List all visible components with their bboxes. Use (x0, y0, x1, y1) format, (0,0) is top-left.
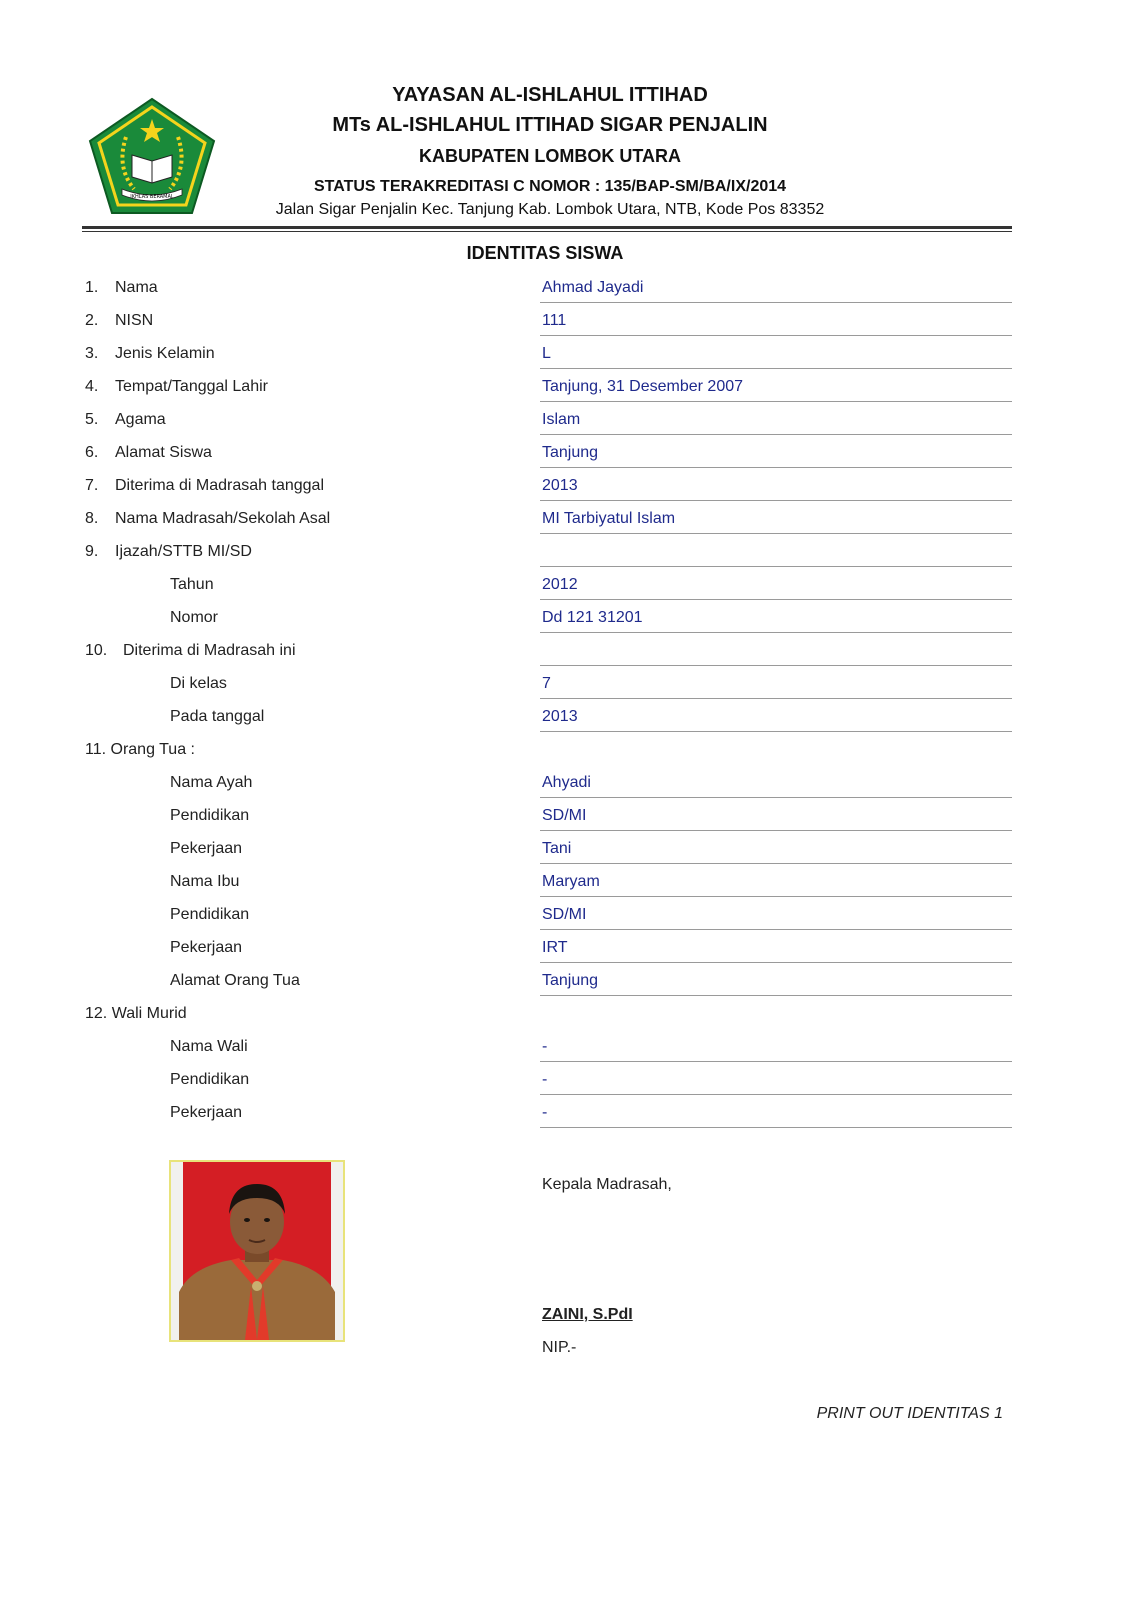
row-number: 10. (85, 642, 108, 659)
row-number: 11. Orang Tua : (85, 741, 195, 758)
row-value: 111 (542, 312, 567, 329)
row-value: Maryam (542, 873, 600, 890)
row-label: Pendidikan (170, 906, 250, 923)
identity-row (0, 600, 1130, 633)
header-divider-thick (82, 226, 1012, 229)
row-label: Pekerjaan (170, 939, 243, 956)
identity-row (0, 501, 1130, 534)
row-label: Nama (115, 279, 158, 296)
row-label: Pekerjaan (170, 840, 243, 857)
signature-title: Kepala Madrasah, (542, 1176, 672, 1193)
identity-row (0, 336, 1130, 369)
svg-text:IKHLAS BERAMAL: IKHLAS BERAMAL (130, 194, 174, 200)
identity-row (0, 633, 1130, 666)
identity-row (0, 1062, 1130, 1095)
row-number: 1. (85, 279, 99, 296)
kemenag-logo (86, 97, 218, 215)
identity-row (0, 831, 1130, 864)
row-value: SD/MI (542, 906, 587, 923)
identity-row (0, 732, 1130, 765)
identity-row (0, 765, 1130, 798)
row-value: Ahmad Jayadi (542, 279, 644, 296)
row-number: 5. (85, 411, 99, 428)
row-value: Dd 121 31201 (542, 609, 643, 626)
row-number: 4. (85, 378, 99, 395)
row-value: - (542, 1071, 548, 1088)
row-label: Tahun (170, 576, 214, 593)
row-value: Islam (542, 411, 581, 428)
row-number: 3. (85, 345, 99, 362)
row-value: 7 (542, 675, 551, 692)
student-photo (169, 1160, 345, 1342)
identity-row (0, 666, 1130, 699)
row-label: Ijazah/STTB MI/SD (115, 543, 252, 560)
row-value: Tanjung (542, 972, 599, 989)
row-label: Alamat Orang Tua (170, 972, 300, 989)
row-label: Diterima di Madrasah tanggal (115, 477, 324, 494)
value-underline (540, 1127, 1012, 1128)
signatory-nip: NIP.- (542, 1339, 577, 1356)
row-value: L (542, 345, 551, 362)
identity-row (0, 1095, 1130, 1128)
identity-row (0, 996, 1130, 1029)
row-label: Nama Ibu (170, 873, 240, 890)
identity-row (0, 1029, 1130, 1062)
row-value: 2013 (542, 477, 578, 494)
identity-row (0, 963, 1130, 996)
row-label: Nama Ayah (170, 774, 253, 791)
row-value: - (542, 1038, 548, 1055)
regency-name: KABUPATEN LOMBOK UTARA (419, 146, 681, 166)
page-title: IDENTITAS SISWA (466, 243, 624, 263)
row-value: SD/MI (542, 807, 587, 824)
row-label: NISN (115, 312, 154, 329)
school-address: Jalan Sigar Penjalin Kec. Tanjung Kab. Lombok Utara, NTB, Kode Pos 83352 (275, 201, 825, 218)
identity-row (0, 930, 1130, 963)
row-label: Tempat/Tanggal Lahir (115, 378, 268, 395)
row-label: Alamat Siswa (115, 444, 212, 461)
row-label: Nomor (170, 609, 219, 626)
row-label: Agama (115, 411, 166, 428)
row-number: 9. (85, 543, 99, 560)
identity-row (0, 303, 1130, 336)
accreditation-status: STATUS TERAKREDITASI C NOMOR : 135/BAP-SM/BA/IX/2014 (313, 178, 787, 195)
row-value: IRT (542, 939, 568, 956)
row-label: Di kelas (170, 675, 227, 692)
row-label: Nama Wali (170, 1038, 248, 1055)
identity-row (0, 270, 1130, 303)
row-value: MI Tarbiyatul Islam (542, 510, 676, 527)
row-value: Tani (542, 840, 572, 857)
row-number: 12. Wali Murid (85, 1005, 187, 1022)
row-label: Pendidikan (170, 1071, 250, 1088)
identity-row (0, 468, 1130, 501)
identity-row (0, 435, 1130, 468)
row-label: Nama Madrasah/Sekolah Asal (115, 510, 331, 527)
print-label: PRINT OUT IDENTITAS 1 (816, 1405, 1003, 1422)
identity-row (0, 897, 1130, 930)
row-number: 7. (85, 477, 99, 494)
row-label: Pekerjaan (170, 1104, 243, 1121)
row-value: Tanjung, 31 Desember 2007 (542, 378, 744, 395)
row-number: 8. (85, 510, 99, 527)
row-value: 2012 (542, 576, 578, 593)
row-label: Diterima di Madrasah ini (123, 642, 296, 659)
identity-row (0, 567, 1130, 600)
identity-row (0, 699, 1130, 732)
signatory-name: ZAINI, S.PdI (542, 1306, 633, 1323)
row-value: 2013 (542, 708, 578, 725)
identity-row (0, 402, 1130, 435)
row-value: - (542, 1104, 548, 1121)
row-number: 6. (85, 444, 99, 461)
school-name: MTs AL-ISHLAHUL ITTIHAD SIGAR PENJALIN (332, 114, 768, 136)
header-divider-thin (82, 231, 1012, 232)
row-label: Pendidikan (170, 807, 250, 824)
identity-row (0, 534, 1130, 567)
row-label: Jenis Kelamin (115, 345, 215, 362)
row-label: Pada tanggal (170, 708, 265, 725)
row-number: 2. (85, 312, 99, 329)
foundation-name: YAYASAN AL-ISHLAHUL ITTIHAD (392, 84, 708, 106)
identity-row (0, 864, 1130, 897)
row-value: Ahyadi (542, 774, 591, 791)
identity-row (0, 798, 1130, 831)
row-value: Tanjung (542, 444, 599, 461)
identity-row (0, 369, 1130, 402)
